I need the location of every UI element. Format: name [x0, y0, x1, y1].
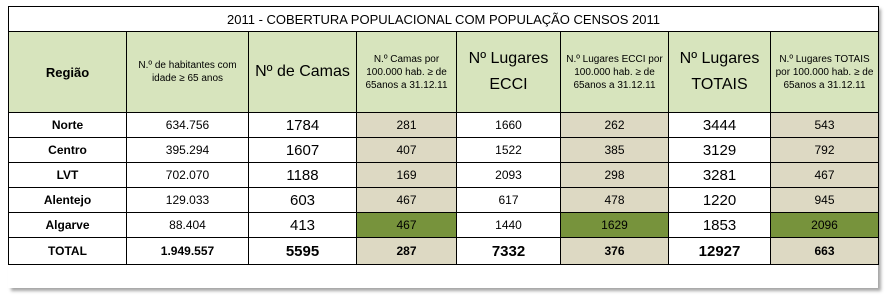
total-ecci-100k: 376 [561, 238, 669, 265]
header-habitantes: N.º de habitantes com idade ≥ 65 anos [127, 32, 249, 113]
cell-ecci-100k: 478 [561, 188, 669, 213]
cell-camas: 1188 [249, 163, 357, 188]
cell-camas-100k: 169 [357, 163, 457, 188]
cell-camas-100k: 407 [357, 138, 457, 163]
header-camas: Nº de Camas [249, 32, 357, 113]
cell-ecci: 617 [457, 188, 561, 213]
cell-habitantes: 88.404 [127, 213, 249, 238]
cell-camas-100k: 281 [357, 113, 457, 138]
cell-habitantes: 395.294 [127, 138, 249, 163]
coverage-table [8, 6, 879, 265]
cell-ecci-100k-highlight: 1629 [561, 213, 669, 238]
cell-camas: 1784 [249, 113, 357, 138]
cell-ecci: 1660 [457, 113, 561, 138]
cell-totais-100k: 945 [771, 188, 879, 213]
cell-ecci: 1440 [457, 213, 561, 238]
cell-totais-100k: 792 [771, 138, 879, 163]
cell-camas: 413 [249, 213, 357, 238]
coverage-table-container [8, 6, 878, 288]
total-label: TOTAL [9, 238, 127, 265]
cell-totais-100k-highlight: 2096 [771, 213, 879, 238]
cell-camas-100k: 467 [357, 188, 457, 213]
cell-camas-100k-highlight: 467 [357, 213, 457, 238]
total-totais: 12927 [669, 238, 771, 265]
cell-ecci: 2093 [457, 163, 561, 188]
cell-totais-100k: 467 [771, 163, 879, 188]
cell-totais: 1220 [669, 188, 771, 213]
total-totais-100k: 663 [771, 238, 879, 265]
cell-regiao: Algarve [9, 213, 127, 238]
cell-regiao: Norte [9, 113, 127, 138]
table-row [9, 213, 879, 238]
cell-regiao: LVT [9, 163, 127, 188]
cell-ecci: 1522 [457, 138, 561, 163]
header-camas-por-100k: N.º Camas por 100.000 hab. ≥ de 65anos a 31.12.11 [357, 32, 457, 113]
table-row [9, 138, 879, 163]
total-camas-100k: 287 [357, 238, 457, 265]
header-lugares-totais: Nº Lugares TOTAIS [669, 32, 771, 113]
header-ecci-por-100k: N.º Lugares ECCI por 100.000 hab. ≥ de 65anos a 31.12.11 [561, 32, 669, 113]
cell-ecci-100k: 262 [561, 113, 669, 138]
header-regiao: Região [9, 32, 127, 113]
header-totais-por-100k: N.º Lugares TOTAIS por 100.000 hab. ≥ de 65anos a 31.12.11 [771, 32, 879, 113]
table-total-row [9, 238, 879, 265]
cell-regiao: Centro [9, 138, 127, 163]
total-habitantes: 1.949.557 [127, 238, 249, 265]
total-ecci: 7332 [457, 238, 561, 265]
table-row [9, 163, 879, 188]
header-lugares-ecci: Nº Lugares ECCI [457, 32, 561, 113]
cell-habitantes: 702.070 [127, 163, 249, 188]
cell-habitantes: 129.033 [127, 188, 249, 213]
cell-totais-100k: 543 [771, 113, 879, 138]
table-row [9, 113, 879, 138]
table-title-row [9, 7, 879, 32]
cell-totais: 3281 [669, 163, 771, 188]
cell-habitantes: 634.756 [127, 113, 249, 138]
cell-ecci-100k: 385 [561, 138, 669, 163]
cell-totais: 3444 [669, 113, 771, 138]
cell-camas: 1607 [249, 138, 357, 163]
table-header-row [9, 32, 879, 113]
cell-regiao: Alentejo [9, 188, 127, 213]
cell-totais: 3129 [669, 138, 771, 163]
cell-ecci-100k: 298 [561, 163, 669, 188]
cell-totais: 1853 [669, 213, 771, 238]
cell-camas: 603 [249, 188, 357, 213]
table-row [9, 188, 879, 213]
total-camas: 5595 [249, 238, 357, 265]
table-title: 2011 - COBERTURA POPULACIONAL COM POPULAÇÃO CENSOS 2011 [9, 7, 879, 32]
